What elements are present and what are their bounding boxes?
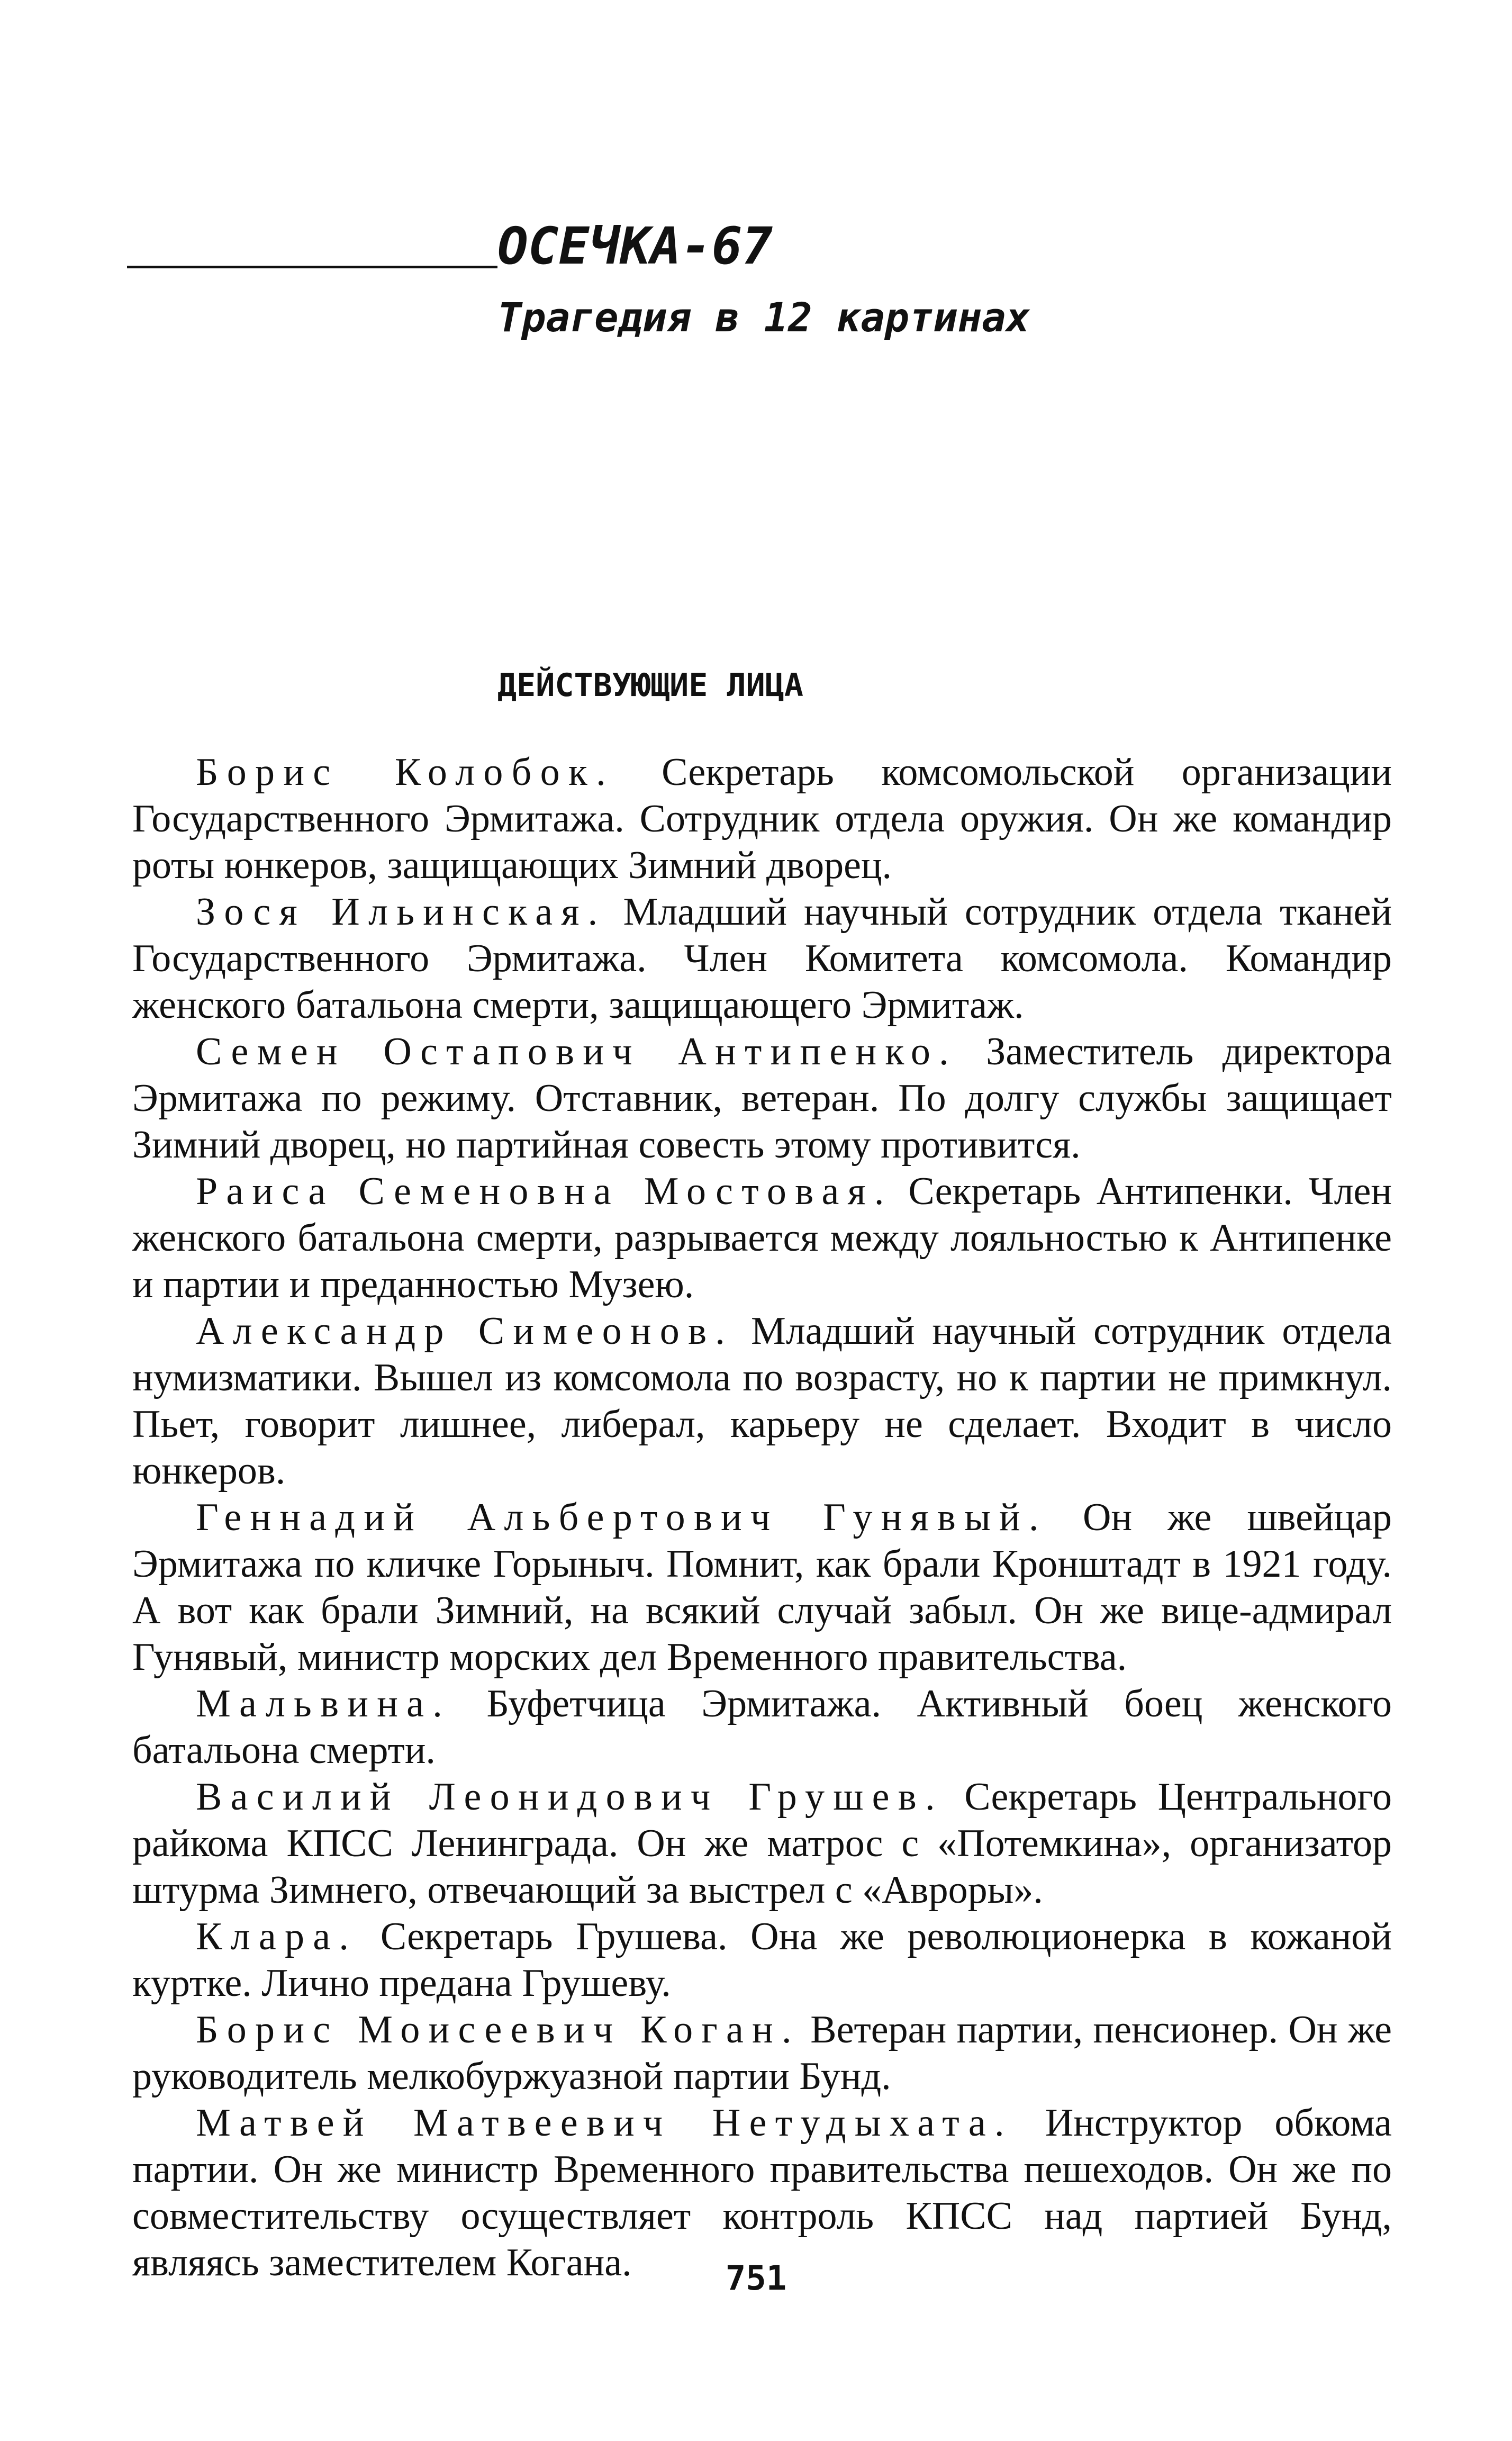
character-name: Матвей Матвеевич Нетудыхата. [196,2101,1013,2145]
cast-entry [132,1028,1392,1168]
character-name: Раиса Семеновна Мостовая. [196,1170,893,1213]
character-name: Семен Остапович Антипенко. [196,1030,957,1073]
character-name: Борис Моисеевич Коган. [196,2008,800,2051]
character-name: Зося Ильинская. [196,890,606,934]
cast-entry [132,749,1392,889]
character-description: Буфетчица Эрмитажа. Активный боец женского батальона смерти. [132,1682,1392,1772]
character-description: Младший научный сотрудник отдела нумизматики. Вышел из комсомола по возрасту, но к партии не примкнул. Пьет, говорит лишнее, либерал, карьеру не сделает. Входит в число юнкеров. [132,1309,1392,1493]
cast-entry [132,1680,1392,1774]
character-name: Клара. [196,1915,358,1958]
page-number: 751 [725,2259,787,2298]
character-name: Геннадий Альбертович Гунявый. [196,1496,1047,1539]
character-description: Он же швейцар Эрмитажа по кличке Горыныч. Помнит, как брали Кронштадт в 1921 году. А вот как брали Зимний, на всякий случай забыл. Он же вице-адмирал Гунявый, министр морских дел Временного правительства. [132,1496,1392,1679]
character-name: Александр Симеонов. [196,1309,734,1353]
character-name: Василий Леонидович Грушев. [196,1775,944,1819]
cast-entry [132,1308,1392,1494]
character-description: Секретарь Грушева. Она же революционерка в кожаной куртке. Лично предана Грушеву. [132,1915,1392,2005]
character-description: Заместитель директора Эрмитажа по режиму. Отставник, ветеран. По долгу службы защищает Зимний дворец, но партийная совесть этому противится. [132,1030,1392,1167]
cast-entry [132,1494,1392,1680]
character-name: Борис Колобок. [196,751,614,794]
play-title: ОСЕЧКА-67 [497,216,773,276]
character-name: Мальвина. [196,1682,451,1725]
cast-entry [132,1168,1392,1308]
cast-entry [132,889,1392,1028]
character-description: Секретарь Центрального райкома КПСС Ленинграда. Он же матрос с «Потемкина», организатор штурма Зимнего, отвечающий за выстрел с «Авроры». [132,1775,1392,1912]
cast-entry [132,1913,1392,2006]
character-description: Ветеран партии, пенсионер. Он же руководитель мелкобуржуазной партии Бунд. [132,2008,1392,2098]
title-rule [127,266,497,268]
cast-list [132,749,1392,2286]
cast-entry [132,1774,1392,1913]
character-description: Секретарь комсомольской организации Государственного Эрмитажа. Сотрудник отдела оружия. Он же командир роты юнкеров, защищающих Зимний дворец. [132,751,1392,887]
character-description: Младший научный сотрудник отдела тканей Государственного Эрмитажа. Член Комитета комсомола. Командир женского батальона смерти, защищающего Эрмитаж. [132,890,1392,1027]
cast-heading: ДЕЙСТВУЮЩИЕ ЛИЦА [497,667,803,704]
cast-entry [132,2006,1392,2100]
play-subtitle: Трагедия в 12 картинах [497,294,1030,341]
character-description: Инструктор обкома партии. Он же министр Временного правительства пешеходов. Он же по совместительству осуществляет контроль КПСС над партией Бунд, являясь заместителем Когана. [132,2101,1392,2284]
character-description: Секретарь Антипенки. Член женского батальона смерти, разрывается между лояльностью к Антипенке и партии и преданностью Музею. [132,1170,1392,1306]
